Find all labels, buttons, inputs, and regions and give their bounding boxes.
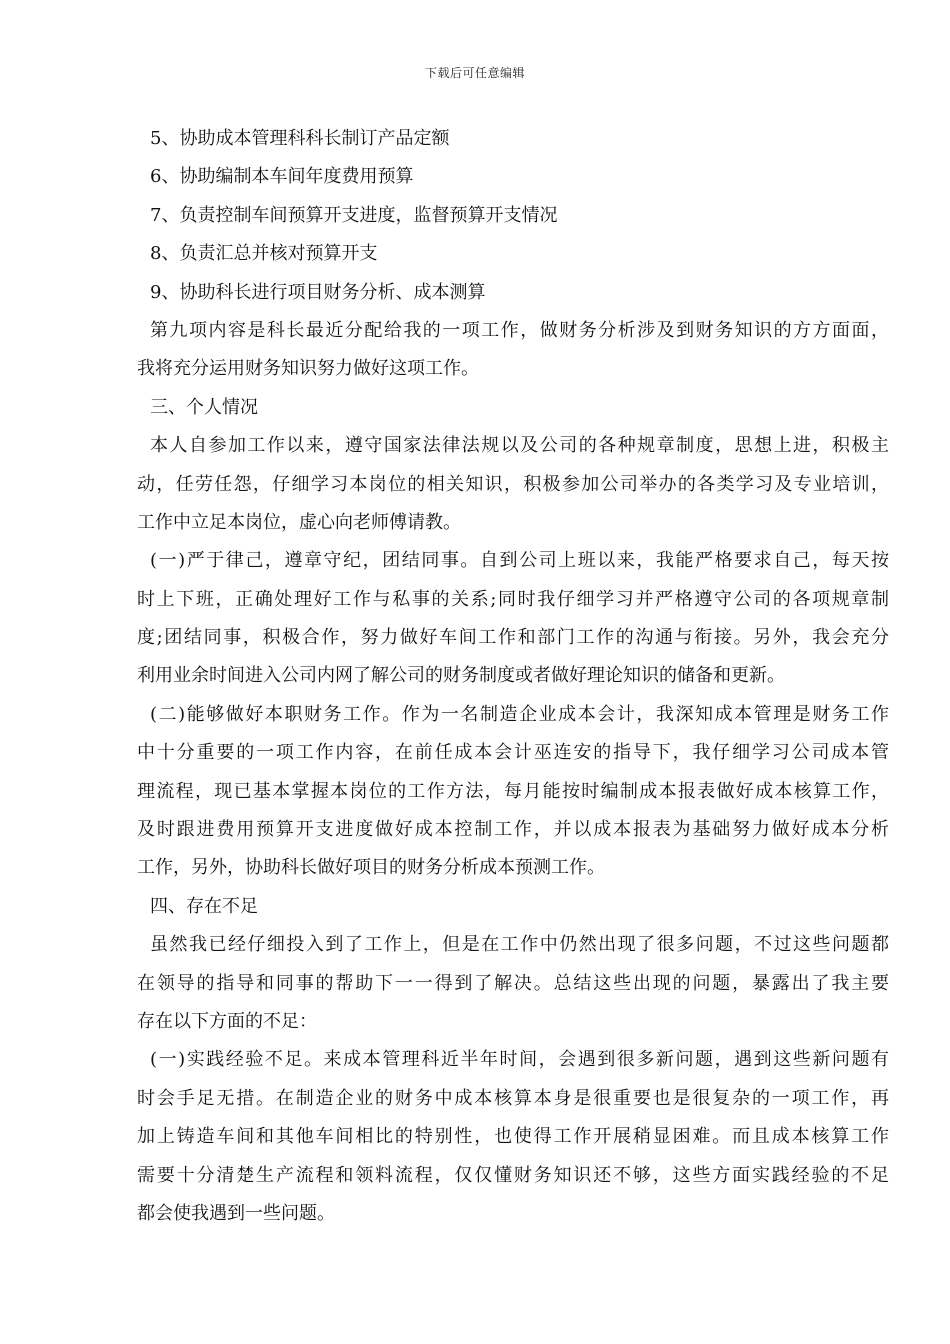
page-header-note: 下载后可任意编辑 xyxy=(424,66,525,80)
text-line: 工作，另外，协助科长做好项目的财务分析成本预测工作。 xyxy=(137,857,605,879)
text-line: 度;团结同事，积极合作，努力做好车间工作和部门工作的沟通与衔接。另外，我会充分 xyxy=(137,627,889,649)
text-line: 本人自参加工作以来，遵守国家法律法规以及公司的各种规章制度，思想上进，积极主 xyxy=(150,435,889,457)
text-line: 都会使我遇到一些问题。 xyxy=(137,1202,335,1224)
text-line: 动，任劳任怨，仔细学习本岗位的相关知识，积极参加公司举办的各类学习及专业培训， xyxy=(137,473,889,495)
text-line: 7、负责控制车间预算开支进度，监督预算开支情况 xyxy=(150,204,558,226)
text-line: 理流程，现已基本掌握本岗位的工作方法，每月能按时编制成本报表做好成本核算工作， xyxy=(137,780,889,802)
text-line: 及时跟进费用预算开支进度做好成本控制工作，并以成本报表为基础努力做好成本分析 xyxy=(137,819,889,841)
text-line: 工作中立足本岗位，虚心向老师傅请教。 xyxy=(137,511,461,533)
text-line: 第九项内容是科长最近分配给我的一项工作，做财务分析涉及到财务知识的方方面面， xyxy=(150,319,889,341)
text-line: 6、协助编制本车间年度费用预算 xyxy=(150,166,414,188)
text-line: 9、协助科长进行项目财务分析、成本测算 xyxy=(150,281,486,303)
text-line: 8、负责汇总并核对预算开支 xyxy=(150,243,378,265)
text-line: 加上铸造车间和其他车间相比的特别性，也使得工作开展稍显困难。而且成本核算工作 xyxy=(137,1126,889,1148)
text-line: (一)严于律己，遵章守纪，团结同事。自到公司上班以来，我能严格要求自己，每天按 xyxy=(150,550,889,572)
text-line: 我将充分运用财务知识努力做好这项工作。 xyxy=(137,358,479,380)
text-line: 中十分重要的一项工作内容，在前任成本会计巫连安的指导下，我仔细学习公司成本管 xyxy=(137,742,889,764)
document-body xyxy=(137,120,889,1233)
text-line: 时会手足无措。在制造企业的财务中成本核算本身是很重要也是很复杂的一项工作，再 xyxy=(137,1087,889,1109)
text-line: 存在以下方面的不足： xyxy=(137,1010,317,1032)
text-line: 利用业余时间进入公司内网了解公司的财务制度或者做好理论知识的储备和更新。 xyxy=(137,665,785,687)
text-line: 需要十分清楚生产流程和领料流程，仅仅懂财务知识还不够，这些方面实践经验的不足 xyxy=(137,1164,889,1186)
text-line: (二)能够做好本职财务工作。作为一名制造企业成本会计，我深知成本管理是财务工作 xyxy=(150,703,889,725)
text-line: 5、协助成本管理科科长制订产品定额 xyxy=(150,128,450,149)
text-line: (一)实践经验不足。来成本管理科近半年时间，会遇到很多新问题，遇到这些新问题有 xyxy=(150,1049,889,1071)
text-line: 时上下班，正确处理好工作与私事的关系;同时我仔细学习并严格遵守公司的各项规章制 xyxy=(137,588,889,610)
text-line: 三、个人情况 xyxy=(150,396,258,418)
text-line: 虽然我已经仔细投入到了工作上，但是在工作中仍然出现了很多问题，不过这些问题都 xyxy=(150,934,889,956)
text-line: 四、存在不足 xyxy=(150,895,258,917)
text-line: 在领导的指导和同事的帮助下一一得到了解决。总结这些出现的问题，暴露出了我主要 xyxy=(137,972,889,994)
